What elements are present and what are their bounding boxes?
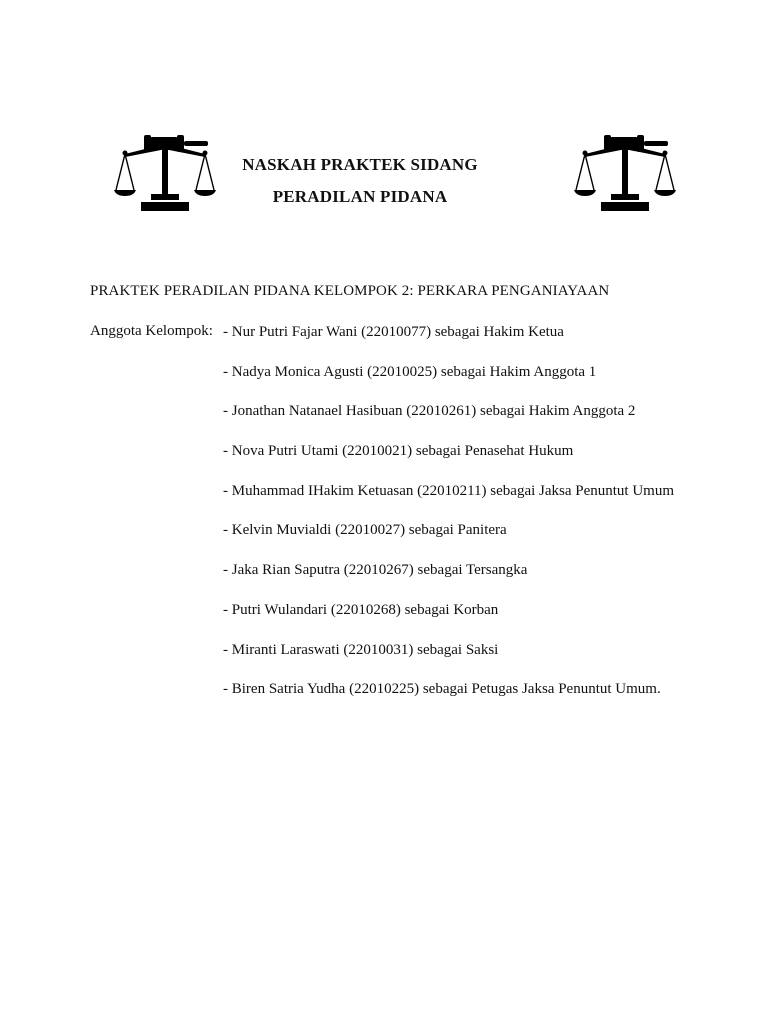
list-item: - Jonathan Natanael Hasibuan (22010261) sebagai Hakim Anggota 2 bbox=[223, 403, 636, 420]
members-list bbox=[223, 323, 674, 720]
list-item: - Nur Putri Fajar Wani (22010077) sebagai Hakim Ketua bbox=[223, 324, 564, 340]
members-label: Anggota Kelompok: bbox=[90, 323, 213, 339]
list-item: - Muhammad IHakim Ketuasan (22010211) sebagai Jaksa Penuntut Umum bbox=[223, 482, 675, 499]
document-title-line-1: NASKAH PRAKTEK SIDANG bbox=[242, 155, 478, 174]
document-title-line-2: PERADILAN PIDANA bbox=[272, 187, 448, 206]
list-item: - Nadya Monica Agusti (22010025) sebagai Hakim Anggota 1 bbox=[223, 363, 597, 380]
list-item: - Miranti Laraswati (22010031) sebagai Saksi bbox=[223, 641, 499, 658]
list-item: - Nova Putri Utami (22010021) sebagai Penasehat Hukum bbox=[223, 443, 574, 460]
list-item: - Putri Wulandari (22010268) sebagai Korban bbox=[223, 601, 499, 618]
list-item: - Biren Satria Yudha (22010225) sebagai Petugas Jaksa Penuntut Umum. bbox=[223, 681, 661, 698]
list-item: - Jaka Rian Saputra (22010267) sebagai Tersangka bbox=[223, 562, 528, 579]
list-item: - Kelvin Muvialdi (22010027) sebagai Panitera bbox=[223, 522, 507, 539]
section-heading: PRAKTEK PERADILAN PIDANA KELOMPOK 2: PERKARA PENGANIAYAAN bbox=[90, 283, 610, 299]
